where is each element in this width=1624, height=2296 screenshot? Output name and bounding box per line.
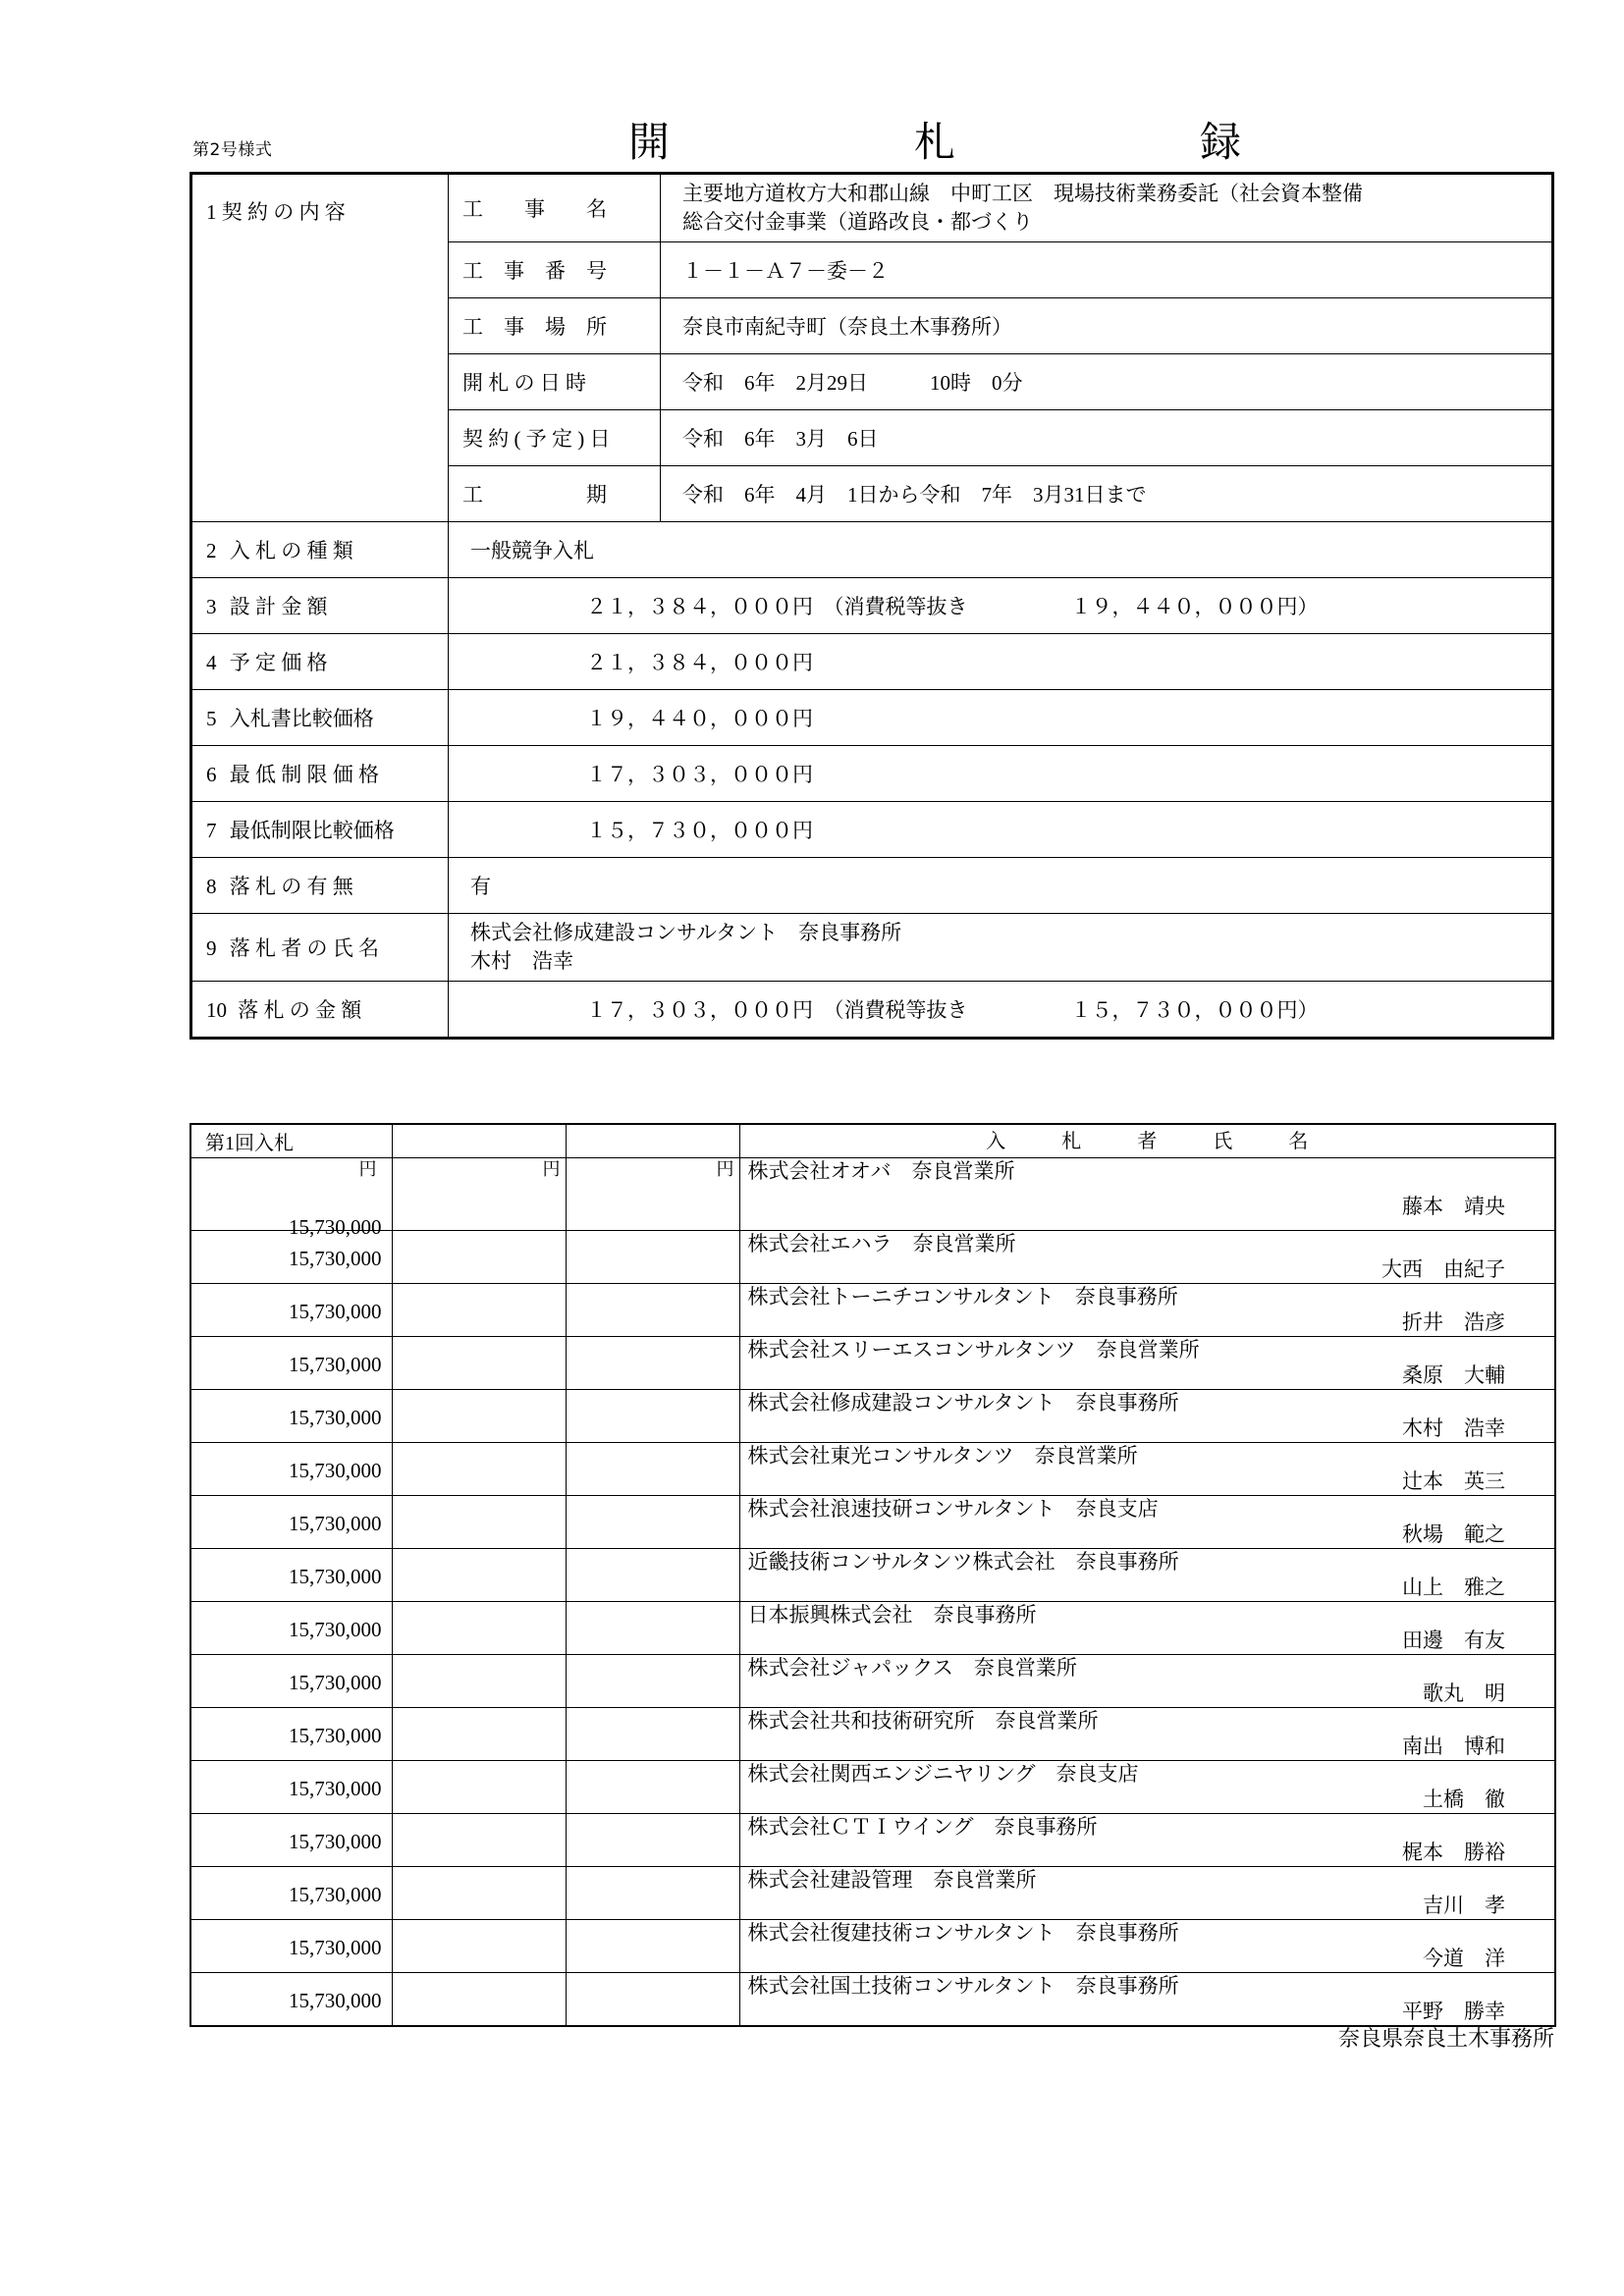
bidders-table — [189, 1123, 1556, 2027]
row-minimum-comparison-price — [191, 801, 1553, 857]
bidder-company-text: 株式会社共和技術研究所 奈良営業所 — [747, 1709, 1099, 1733]
row-bid-type — [191, 521, 1553, 577]
bidder-person-text: 平野 勝幸 — [1402, 2000, 1505, 2023]
bidder-amount-text: 15,730,000 — [289, 1830, 382, 1853]
bidder-person — [739, 1788, 1555, 1814]
label-winner-name-text: 落 札 者 の 氏 名 — [229, 935, 379, 960]
bidders-header-row — [190, 1124, 1555, 1158]
value-bid-comparison-price-text: １９，４４０，０００円 — [586, 706, 813, 730]
value-work-place — [661, 297, 1553, 353]
bidder-amount-text: 15,730,000 — [289, 1936, 382, 1959]
bidder-amount-col2 — [392, 1443, 566, 1496]
bidder-row — [190, 1549, 1555, 1576]
bidder-amount — [190, 1602, 392, 1655]
bidder-company-text: 株式会社東光コンサルタンツ 奈良営業所 — [747, 1444, 1138, 1468]
bidder-company — [739, 1602, 1555, 1629]
label-winning-amount-no: 10 — [206, 997, 227, 1022]
bidder-company — [739, 1761, 1555, 1789]
value-work-number — [661, 241, 1553, 297]
bidder-company — [739, 1231, 1555, 1258]
bidder-person-text: 梶本 勝裕 — [1402, 1841, 1505, 1864]
bidder-amount-col3 — [566, 1708, 739, 1761]
label-winner-name — [191, 913, 449, 981]
label-minimum-comparison-price-no: 7 — [206, 818, 217, 842]
bidders-table-body — [190, 1124, 1555, 2026]
label-contract-date-text: 契 約 ( 予 定 ) 日 — [462, 426, 611, 451]
bidder-row — [190, 1867, 1555, 1895]
bidder-person — [739, 1257, 1555, 1284]
value-planned-price — [449, 633, 1553, 689]
bidder-row — [190, 1158, 1555, 1196]
bidder-amount-col2 — [392, 1158, 566, 1231]
bidder-amount — [190, 1549, 392, 1602]
value-bid-type-text: 一般競争入札 — [470, 538, 594, 562]
bid-header-blank-1 — [392, 1124, 566, 1158]
bidder-amount-col3 — [566, 1337, 739, 1390]
bidder-company — [739, 1284, 1555, 1311]
bidder-amount — [190, 1920, 392, 1973]
label-bid-type-text: 入 札 の 種 類 — [229, 538, 353, 562]
bidder-row — [190, 1920, 1555, 1948]
bidder-amount-col2 — [392, 1390, 566, 1443]
bidder-company — [739, 1337, 1555, 1364]
bidder-amount — [190, 1496, 392, 1549]
bidder-company — [739, 1390, 1555, 1417]
bidder-amount-col2 — [392, 1549, 566, 1602]
bidder-company — [739, 1867, 1555, 1895]
bidder-amount-col2 — [392, 1814, 566, 1867]
bidder-amount-text: 15,730,000 — [289, 1512, 382, 1535]
bidder-row — [190, 1602, 1555, 1629]
bidder-amount — [190, 1867, 392, 1920]
label-work-name — [449, 174, 661, 242]
bidder-person — [739, 1629, 1555, 1655]
bidder-person-text: 土橋 徹 — [1423, 1788, 1505, 1811]
bidder-row — [190, 1496, 1555, 1523]
bidder-row — [190, 1761, 1555, 1789]
winner-company: 株式会社修成建設コンサルタント 奈良事務所 — [470, 920, 902, 944]
bidder-person-text: 折井 浩彦 — [1402, 1310, 1505, 1334]
bidder-amount-col2 — [392, 1920, 566, 1973]
bidder-company-text: 株式会社エハラ 奈良営業所 — [747, 1232, 1016, 1255]
bidder-amount-col2 — [392, 1231, 566, 1284]
bidder-person-text: 桑原 大輔 — [1402, 1363, 1505, 1387]
bidder-company-text: 株式会社建設管理 奈良営業所 — [747, 1868, 1037, 1892]
bidder-amount — [190, 1158, 392, 1239]
bidder-amount — [190, 1761, 392, 1814]
winner-person: 木村 浩幸 — [470, 948, 573, 973]
bidder-company — [739, 1549, 1555, 1576]
label-minimum-comparison-price — [191, 801, 449, 857]
bidder-amount-col3 — [566, 1496, 739, 1549]
bidder-row — [190, 1390, 1555, 1417]
bidder-amount-col2 — [392, 1973, 566, 2027]
bidder-amount — [190, 1443, 392, 1496]
label-open-datetime-text: 開 札 の 日 時 — [462, 370, 586, 395]
bidder-amount-col3 — [566, 1602, 739, 1655]
bidder-amount — [190, 1655, 392, 1708]
bidder-company — [739, 1496, 1555, 1523]
bidder-row — [190, 1708, 1555, 1735]
label-minimum-price-text: 最 低 制 限 価 格 — [229, 762, 379, 786]
label-bid-type — [191, 521, 449, 577]
value-minimum-comparison-price-text: １５，７３０，０００円 — [586, 818, 813, 842]
bidder-amount-col3 — [566, 1158, 739, 1231]
row-minimum-price — [191, 745, 1553, 801]
bidder-row — [190, 1337, 1555, 1364]
bidder-amount — [190, 1390, 392, 1443]
value-work-period — [661, 465, 1553, 521]
label-bid-comparison-price-text: 入札書比較価格 — [229, 706, 374, 730]
bidder-person-text: 南出 博和 — [1402, 1735, 1505, 1758]
row-award-exists — [191, 857, 1553, 913]
value-minimum-comparison-price — [449, 801, 1553, 857]
bidder-amount-text: 15,730,000 — [289, 1247, 382, 1270]
bidder-amount — [190, 1708, 392, 1761]
bidder-amount-text: 15,730,000 — [289, 1353, 382, 1376]
label-planned-price-text: 予 定 価 格 — [229, 650, 328, 674]
row-work-name — [191, 174, 1553, 242]
bidder-company-text: 株式会社スリーエスコンサルタンツ 奈良営業所 — [747, 1338, 1200, 1362]
value-work-number-text: １－１－Ａ７－委－２ — [682, 258, 889, 283]
bidder-amount-col3 — [566, 1549, 739, 1602]
bidder-amount-col2 — [392, 1761, 566, 1814]
bidder-company — [739, 1158, 1555, 1196]
bidder-amount — [190, 1231, 392, 1284]
value-open-datetime-text: 令和 6年 2月29日 10時 0分 — [682, 370, 1023, 395]
value-work-period-text: 令和 6年 4月 1日から令和 7年 3月31日まで — [682, 482, 1147, 507]
bidder-amount-col2 — [392, 1337, 566, 1390]
label-work-name-text: 工 事 名 — [462, 196, 607, 221]
bidder-company-text: 株式会社関西エンジニヤリング 奈良支店 — [747, 1762, 1139, 1786]
bidder-person-text: 秋場 範之 — [1402, 1522, 1505, 1546]
bidder-row — [190, 1284, 1555, 1311]
bidder-amount-col3 — [566, 1284, 739, 1337]
bidder-company-text: 株式会社ジャパックス 奈良営業所 — [747, 1656, 1077, 1680]
label-award-exists-text: 落 札 の 有 無 — [229, 874, 353, 898]
contract-summary-table — [189, 172, 1554, 1040]
bidder-amount — [190, 1814, 392, 1867]
label-planned-price — [191, 633, 449, 689]
bidder-amount-text: 15,730,000 — [289, 1989, 382, 2012]
value-award-exists — [449, 857, 1553, 913]
value-winning-amount — [449, 981, 1553, 1038]
bidder-person — [739, 1575, 1555, 1602]
yen-symbol: 円 — [542, 1159, 561, 1179]
bidder-company — [739, 1655, 1555, 1682]
bidder-company-text: 株式会社トーニチコンサルタント 奈良事務所 — [747, 1285, 1178, 1308]
bidder-person — [739, 1416, 1555, 1443]
label-design-amount-text: 設 計 金 額 — [229, 594, 328, 618]
row-winner-name — [191, 913, 1553, 981]
issuing-office-text: 奈良県奈良土木事務所 — [1337, 2026, 1554, 2051]
bidder-amount-text: 15,730,000 — [289, 1565, 382, 1588]
bidder-company-text: 株式会社国土技術コンサルタント 奈良事務所 — [747, 1974, 1179, 1998]
label-work-period — [449, 465, 661, 521]
value-planned-price-text: ２１，３８４，０００円 — [586, 650, 813, 674]
bidder-amount-text: 15,730,000 — [289, 1618, 382, 1641]
label-winning-amount-text: 落 札 の 金 額 — [238, 997, 362, 1022]
bidder-person — [739, 1682, 1555, 1708]
bidder-company-text: 株式会社修成建設コンサルタント 奈良事務所 — [747, 1391, 1179, 1415]
bidder-amount — [190, 1284, 392, 1337]
bidder-person — [739, 1195, 1555, 1230]
bidder-person — [739, 1363, 1555, 1390]
label-award-exists-no: 8 — [206, 874, 217, 898]
bidder-company-text: 株式会社復建技術コンサルタント 奈良事務所 — [747, 1921, 1179, 1945]
value-work-name-line1: 主要地方道枚方大和郡山線 中町工区 現場技術業務委託（社会資本整備 — [682, 182, 1363, 205]
bidder-amount-text: 15,730,000 — [289, 1777, 382, 1800]
value-work-name-line2: 総合交付金事業（道路改良・都づくり — [682, 209, 1033, 234]
bidder-amount-col2 — [392, 1867, 566, 1920]
value-winner-name — [449, 913, 1553, 981]
bidder-company-text: 日本振興株式会社 奈良事務所 — [747, 1603, 1037, 1627]
bidder-amount-text: 15,730,000 — [289, 1883, 382, 1906]
value-minimum-price-text: １７，３０３，０００円 — [586, 762, 813, 786]
value-contract-date-text: 令和 6年 3月 6日 — [682, 426, 879, 451]
value-contract-date — [661, 409, 1553, 465]
label-work-period-text: 工 期 — [462, 482, 607, 507]
bidder-person-text: 歌丸 明 — [1423, 1682, 1505, 1705]
label-open-datetime — [449, 353, 661, 409]
label-planned-price-no: 4 — [206, 650, 217, 674]
bidder-amount-col3 — [566, 1814, 739, 1867]
bidder-amount-text: 15,730,000 — [289, 1459, 382, 1482]
bidder-amount-col3 — [566, 1920, 739, 1973]
label-work-place-text: 工 事 場 所 — [462, 314, 607, 339]
row-planned-price — [191, 633, 1553, 689]
bidders-header-label — [739, 1124, 1555, 1158]
bidder-company — [739, 1814, 1555, 1842]
bidder-row — [190, 1973, 1555, 2001]
bidder-person — [739, 1469, 1555, 1496]
bidder-company-text: 近畿技術コンサルタンツ株式会社 奈良事務所 — [747, 1550, 1179, 1574]
bidder-person — [739, 1841, 1555, 1867]
value-open-datetime — [661, 353, 1553, 409]
label-winning-amount — [191, 981, 449, 1038]
label-work-number-text: 工 事 番 号 — [462, 258, 607, 283]
yen-symbol: 円 — [716, 1159, 734, 1179]
value-design-amount — [449, 577, 1553, 633]
bidder-person — [739, 1947, 1555, 1973]
bidder-amount — [190, 1337, 392, 1390]
bidder-person-text: 吉川 孝 — [1423, 1894, 1505, 1917]
value-winning-amount-text: １７，３０３，０００円 （消費税等抜き １５，７３０，０００円） — [586, 997, 1319, 1022]
bidder-amount-col3 — [566, 1761, 739, 1814]
value-work-place-text: 奈良市南紀寺町（奈良土木事務所） — [682, 314, 1012, 339]
bidders-header-label-text: 入 札 者 氏 名 — [986, 1131, 1334, 1152]
label-design-amount — [191, 577, 449, 633]
page-title: 開 札 録 — [628, 118, 1296, 166]
bidder-person-text: 今道 洋 — [1423, 1947, 1505, 1970]
bidder-amount-col3 — [566, 1655, 739, 1708]
bidder-amount-col3 — [566, 1390, 739, 1443]
bid-round-label — [190, 1124, 392, 1158]
label-bid-type-no: 2 — [206, 538, 217, 562]
yen-symbol: 円 — [358, 1159, 377, 1179]
bidder-company — [739, 1920, 1555, 1948]
label-winner-name-no: 9 — [206, 935, 217, 960]
bidder-person-text: 山上 雅之 — [1402, 1575, 1505, 1599]
bidder-person-text: 藤本 靖央 — [1402, 1195, 1505, 1219]
contract-section-label — [191, 174, 449, 522]
label-bid-comparison-price — [191, 689, 449, 745]
row-design-amount — [191, 577, 1553, 633]
bidder-amount-col3 — [566, 1443, 739, 1496]
value-bid-comparison-price — [449, 689, 1553, 745]
bidder-amount-text: 15,730,000 — [289, 1724, 382, 1747]
label-award-exists — [191, 857, 449, 913]
bidder-amount-col3 — [566, 1231, 739, 1284]
bidder-company — [739, 1973, 1555, 2001]
bidder-person — [739, 1522, 1555, 1549]
bidder-person-text: 木村 浩幸 — [1402, 1416, 1505, 1440]
bidder-amount-text: 15,730,000 — [289, 1300, 382, 1323]
bid-header-blank-2 — [566, 1124, 739, 1158]
value-work-name — [661, 174, 1553, 242]
label-work-place — [449, 297, 661, 353]
contract-section-label-text: 1 契 約 の 内 容 — [206, 200, 346, 224]
bidder-row — [190, 1655, 1555, 1682]
bidder-amount-col3 — [566, 1973, 739, 2027]
bid-round-label-text: 第1回入札 — [205, 1133, 294, 1154]
bidder-row — [190, 1443, 1555, 1470]
label-design-amount-no: 3 — [206, 594, 217, 618]
bidder-amount-col2 — [392, 1655, 566, 1708]
issuing-office — [1338, 2022, 1554, 2053]
form-number: 第2号様式 — [192, 140, 273, 160]
label-contract-date — [449, 409, 661, 465]
bidder-person-text: 辻本 英三 — [1402, 1469, 1505, 1493]
value-bid-type — [449, 521, 1553, 577]
bidder-amount-col2 — [392, 1602, 566, 1655]
label-work-number — [449, 241, 661, 297]
bidder-amount-text: 15,730,000 — [289, 1671, 382, 1694]
value-design-amount-text: ２１，３８４，０００円 （消費税等抜き １９，４４０，０００円） — [586, 594, 1319, 618]
contract-summary-body — [191, 174, 1553, 1039]
bidder-amount-col2 — [392, 1284, 566, 1337]
bidder-person-text: 大西 由紀子 — [1381, 1257, 1505, 1281]
bidder-company-text: 株式会社浪速技研コンサルタント 奈良支店 — [747, 1497, 1159, 1521]
bidder-person — [739, 1310, 1555, 1337]
row-winning-amount — [191, 981, 1553, 1038]
bidder-amount-text: 15,730,000 — [289, 1406, 382, 1429]
label-minimum-price-no: 6 — [206, 762, 217, 786]
bidder-person — [739, 1894, 1555, 1920]
bidder-amount-col2 — [392, 1496, 566, 1549]
bidder-person-text: 田邊 有友 — [1402, 1629, 1505, 1652]
label-bid-comparison-price-no: 5 — [206, 706, 217, 730]
bidder-amount-text: 15,730,000 — [289, 1215, 382, 1239]
value-minimum-price — [449, 745, 1553, 801]
bidder-company-text: 株式会社ＣＴＩウイング 奈良事務所 — [747, 1815, 1098, 1839]
value-award-exists-text: 有 — [470, 874, 491, 898]
bidder-company — [739, 1443, 1555, 1470]
bidder-amount-col2 — [392, 1708, 566, 1761]
bidder-company — [739, 1708, 1555, 1735]
label-minimum-price — [191, 745, 449, 801]
bidder-amount-col3 — [566, 1867, 739, 1920]
bidder-company-text: 株式会社オオバ 奈良営業所 — [747, 1159, 1015, 1183]
bidder-row — [190, 1231, 1555, 1258]
row-bid-comparison-price — [191, 689, 1553, 745]
bidder-amount — [190, 1973, 392, 2027]
bidder-row — [190, 1814, 1555, 1842]
bidder-person — [739, 1735, 1555, 1761]
label-minimum-comparison-price-text: 最低制限比較価格 — [229, 818, 395, 842]
